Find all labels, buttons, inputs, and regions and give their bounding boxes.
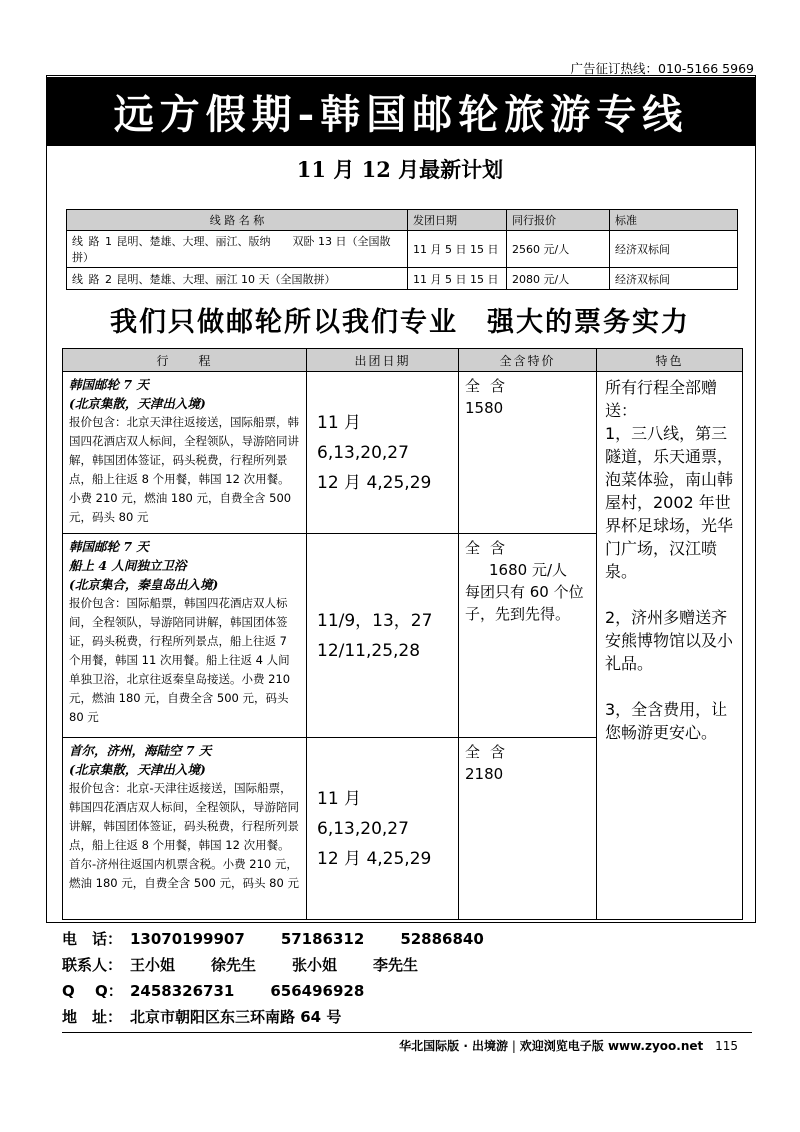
- table-row: [67, 268, 738, 290]
- banner-title: 远方假期-韩国邮轮旅游专线: [113, 91, 689, 138]
- qq-label: Q Q：: [62, 982, 123, 1000]
- dates-cell: [307, 738, 459, 920]
- price-cell: [459, 738, 597, 920]
- feature-item: 2，济州多赠送齐安熊博物馆以及小礼品。: [605, 608, 734, 673]
- contact-person: 张小姐: [292, 956, 338, 974]
- header-features: 特色: [597, 349, 743, 372]
- contact-info: [62, 926, 520, 1030]
- price-cell: [459, 534, 597, 738]
- ad-hotline: 广告征订热线：010-5166 5969: [570, 61, 754, 76]
- price-label: 全含: [465, 539, 516, 557]
- phone-label: 电 话：: [62, 930, 123, 948]
- route-cell-name: [67, 231, 408, 268]
- date-line: 12 月 4,25,29: [317, 472, 432, 493]
- routes-header-date: 发团日期: [408, 210, 507, 231]
- price-value: 2180: [465, 765, 504, 783]
- header-itinerary: 行 程: [63, 349, 307, 372]
- header-price: 全含特价: [459, 349, 597, 372]
- title-banner: [46, 77, 756, 146]
- footer-separator: |: [511, 1039, 516, 1053]
- routes-header-row: [67, 210, 738, 231]
- person-row: [62, 952, 520, 978]
- footer-divider: [62, 1032, 752, 1033]
- itinerary-body: 报价包含：北京天津往返接送，国际船票，韩国四花酒店双人标间，全程领队，导游陪同讲解，韩国团体签证，码头税费，行程所列景点，船上往返 8 个用餐，韩国 12 次用餐。小费 210 元，燃油 180 元，自费全含 500 元，码头 80 元: [69, 415, 299, 524]
- price-note: 每团只有 60 个位子，先到先得。: [465, 583, 584, 623]
- footer-edition: 华北国际版 · 出境游: [399, 1039, 509, 1053]
- itinerary-title: 韩国邮轮 7 天: [69, 539, 149, 554]
- table-row: [63, 372, 743, 534]
- phone-number: 57186312: [280, 930, 365, 948]
- routes-header-name: 线 路 名 称: [67, 210, 408, 231]
- table-row: [67, 231, 738, 268]
- route-cell-name: [67, 268, 408, 290]
- route-price: 2560 元/人: [507, 231, 610, 268]
- page-number: 115: [715, 1039, 738, 1053]
- date-line: 12/11,25,28: [317, 640, 421, 661]
- date-line: 11 月 6,13,20,27: [317, 788, 409, 839]
- person-label: 联系人：: [62, 956, 123, 974]
- contact-person: 王小姐: [130, 956, 176, 974]
- date-line: 11 月 6,13,20,27: [317, 412, 409, 463]
- price-label: 全含: [465, 743, 516, 761]
- contact-person: 李先生: [373, 956, 419, 974]
- route-date: 11 月 5 日 15 日: [408, 268, 507, 290]
- qq-row: [62, 978, 520, 1004]
- feature-item: 1，三八线，第三隧道，乐天通票，泡菜体验，南山韩屋村，2002 年世界杯足球场，光华门广场，汉江喷泉。: [605, 424, 734, 581]
- price-value: 1580: [465, 399, 504, 417]
- address-label: 地 址：: [62, 1008, 123, 1026]
- route-date: 11 月 5 日 15 日: [408, 231, 507, 268]
- address-row: [62, 1004, 520, 1030]
- features-cell: [597, 372, 743, 920]
- itinerary-cell: [63, 372, 307, 534]
- dates-cell: [307, 534, 459, 738]
- itinerary-body: 报价包含：北京-天津往返接送，国际船票，韩国四花酒店双人标间，全程领队，导游陪同讲解，韩国团体签证，码头税费，行程所列景点，船上往返 8 个用餐，韩国 12 次用餐。首尔-济州往返国内机票含税。小费 210 元，燃油 180 元，自费全含 500 元，码头 80 元: [69, 781, 299, 890]
- routes-header-standard: 标准: [610, 210, 738, 231]
- itinerary-cell: [63, 534, 307, 738]
- feature-item: 3，全含费用，让您畅游更安心。: [605, 700, 728, 742]
- route-name: 昆明、楚雄、大理、丽江、版纳 双卧 13 日（全国散拼）: [72, 235, 391, 264]
- itinerary-table: [62, 348, 743, 920]
- date-line: 12 月 4,25,29: [317, 848, 432, 869]
- itinerary-title: 首尔，济州，海陆空 7 天: [69, 743, 212, 758]
- slogan: 我们只做邮轮所以我们专业 强大的票务实力: [110, 307, 690, 338]
- page-footer: [399, 1037, 738, 1054]
- itinerary-note: (北京集散，天津出入境): [69, 396, 206, 411]
- qq-number: 2458326731: [130, 982, 235, 1000]
- routes-table: [66, 209, 738, 290]
- itinerary-note: (北京集散，天津出入境): [69, 762, 206, 777]
- itinerary-header-row: [63, 349, 743, 372]
- route-standard: 经济双标间: [610, 268, 738, 290]
- route-label: 线 路 1: [72, 235, 113, 248]
- price-cell: [459, 372, 597, 534]
- route-standard: 经济双标间: [610, 231, 738, 268]
- qq-number: 656496928: [270, 982, 365, 1000]
- itinerary-body: 报价包含：国际船票，韩国四花酒店双人标间，全程领队，导游陪同讲解，韩国团体签证，码头税费，行程所列景点，船上往返 7 个用餐，韩国 11 次用餐。船上往返 4 人间单独卫浴，北京往返秦皇岛接送。小费 210 元，燃油 180 元，自费全含 500 元，码头 80 元: [69, 596, 291, 724]
- plan-subtitle: 11 月 12 月最新计划: [296, 157, 504, 182]
- route-label: 线 路 2: [72, 272, 113, 286]
- dates-cell: [307, 372, 459, 534]
- itinerary-subtitle: 船上 4 人间独立卫浴: [69, 558, 187, 573]
- itinerary-title: 韩国邮轮 7 天: [69, 377, 149, 392]
- route-name: 昆明、楚雄、大理、丽江 10 天（全国散拼）: [116, 272, 336, 286]
- header-dates: 出团日期: [307, 349, 459, 372]
- price-label: 全含: [465, 377, 516, 395]
- price-value: 1680 元/人: [489, 561, 567, 579]
- itinerary-note: (北京集合，秦皇岛出入境): [69, 577, 219, 592]
- route-price: 2080 元/人: [507, 268, 610, 290]
- routes-header-price: 同行报价: [507, 210, 610, 231]
- contact-person: 徐先生: [211, 956, 257, 974]
- footer-website: 欢迎浏览电子版 www.zyoo.net: [519, 1039, 704, 1053]
- itinerary-cell: [63, 738, 307, 920]
- phone-number: 13070199907: [130, 930, 245, 948]
- feature-intro: 所有行程全部赠送：: [605, 378, 718, 420]
- phone-number: 52886840: [400, 930, 484, 948]
- phone-row: [62, 926, 520, 952]
- date-line: 11/9，13，27: [317, 610, 433, 631]
- address: 北京市朝阳区东三环南路 64 号: [130, 1008, 342, 1026]
